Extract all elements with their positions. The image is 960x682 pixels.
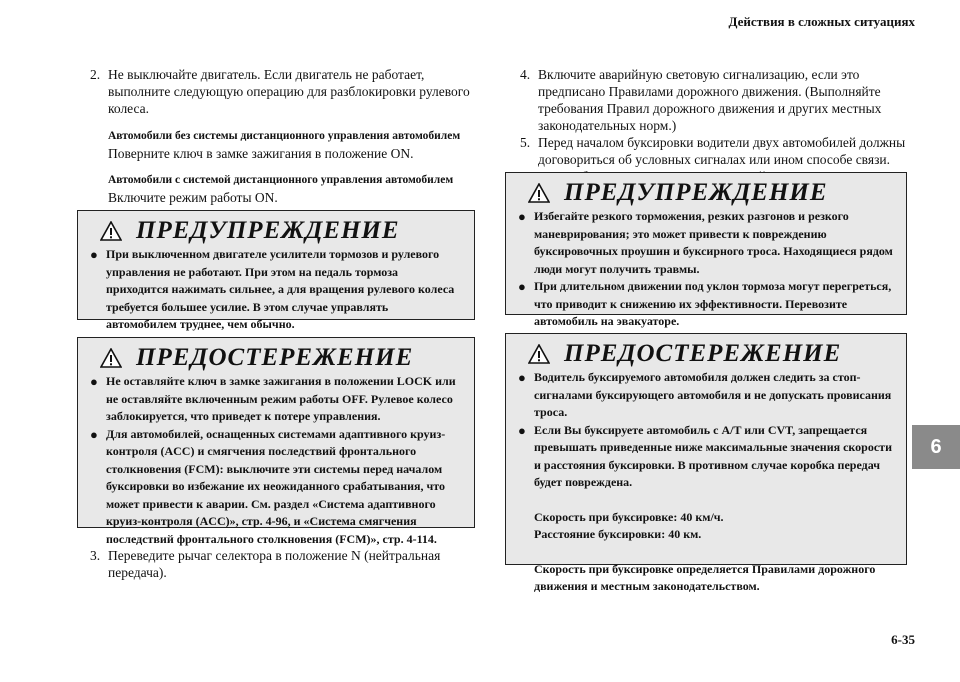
caution-title: ПРЕДОСТЕРЕЖЕНИЕ bbox=[564, 340, 842, 367]
step-text: Переведите рычаг селектора в положение N (нейтральная передача). bbox=[108, 548, 441, 580]
caution-title: ПРЕДОСТЕРЕЖЕНИЕ bbox=[136, 344, 414, 371]
warning-box bbox=[77, 210, 475, 331]
warning-title: ПРЕДУПРЕЖДЕНИЕ bbox=[136, 217, 400, 244]
warning-triangle-icon bbox=[528, 183, 550, 203]
towing-note: Скорость при буксировке определяется Правилами дорожного движения и местным законодательством. bbox=[534, 561, 876, 593]
bullet-text: Водитель буксируемого автомобиля должен следить за стоп-сигналами буксирующего автомобиля и не допускать провисания троса. bbox=[534, 370, 892, 419]
step-number: 3. bbox=[90, 548, 101, 563]
bullet-dot-icon: ● bbox=[90, 374, 98, 389]
step-text: Включите аварийную световую сигнализацию, если это предписано Правилами дорожного движения. (Выполняйте требования Правил дорожного движения и других местных законодательных норм.) bbox=[538, 67, 882, 133]
bullet-text: При длительном движении под уклон тормоза могут перегреться, что приводит к снижению их эффективности. Перевозите автомобиль на эвакуаторе. bbox=[534, 279, 892, 328]
caution-box-header bbox=[78, 338, 474, 373]
towing-distance: Расстояние буксировки: 40 км. bbox=[534, 527, 702, 541]
warning-bullet bbox=[90, 246, 462, 334]
caution-bullet bbox=[518, 369, 894, 422]
subsection-heading: Автомобили без системы дистанционного управления автомобилем bbox=[108, 130, 461, 142]
caution-box bbox=[505, 333, 907, 593]
warning-box bbox=[505, 172, 907, 328]
right-column bbox=[520, 66, 910, 185]
step-3 bbox=[90, 547, 475, 581]
bullet-text: Не оставляйте ключ в замке зажигания в положении LOCK или не оставляйте включенным режим работы OFF. Рулевое колесо заблокируется, что приведет к потере управления. bbox=[106, 374, 456, 423]
bullet-dot-icon: ● bbox=[518, 422, 526, 438]
left-column-bottom bbox=[90, 547, 475, 581]
bullet-text: Для автомобилей, оснащенных системами адаптивного круиз-контроля (ACC) и смягчения последствий фронтального столкновения (FCM): выключите эти системы перед началом буксировки во избежание их неожиданного срабатывания, что может привести к аварии. См. раздел «Система адаптивного круиз-контроля (ACC)», стр. 4-96, и «Система смягчения последствий фронтального столкновения (FCM)», стр. 4-114. bbox=[106, 426, 446, 546]
warning-triangle-icon bbox=[100, 348, 122, 368]
warning-bullet bbox=[518, 208, 894, 278]
warning-triangle-icon bbox=[528, 344, 550, 364]
step-text: Не выключайте двигатель. Если двигатель не работает, выполните следующую операцию для разблокировки рулевого колеса. bbox=[108, 67, 470, 116]
bullet-dot-icon: ● bbox=[518, 209, 526, 224]
caution-body bbox=[506, 369, 906, 602]
warning-title: ПРЕДУПРЕЖДЕНИЕ bbox=[564, 179, 828, 206]
step-4 bbox=[520, 66, 910, 134]
bullet-dot-icon: ● bbox=[518, 279, 526, 294]
page-header-title: Действия в сложных ситуациях bbox=[728, 14, 915, 29]
subsection-heading: Автомобили с системой дистанционного управления автомобилем bbox=[108, 174, 454, 186]
chapter-tab[interactable]: 6 bbox=[912, 425, 960, 469]
step-number: 5. bbox=[520, 135, 531, 150]
caution-bullet bbox=[90, 373, 462, 426]
warning-box-header bbox=[78, 211, 474, 246]
subsection-text: Включите режим работы ON. bbox=[108, 190, 278, 205]
left-column bbox=[90, 66, 475, 206]
warning-box-header bbox=[506, 173, 906, 208]
warning-bullet bbox=[518, 278, 894, 331]
caution-box bbox=[77, 337, 475, 546]
bullet-text: Если Вы буксируете автомобиль с A/T или CVT, запрещается превышать приведенные ниже максимальные значения скорости и расстояния буксировки. В противном случае коробка передач будет повреждена. bbox=[534, 422, 892, 489]
caution-bullet bbox=[90, 426, 462, 549]
caution-bullet bbox=[518, 422, 894, 492]
bullet-dot-icon: ● bbox=[90, 247, 98, 262]
caution-body bbox=[78, 373, 474, 554]
step-number: 2. bbox=[90, 67, 101, 82]
page-number: 6-35 bbox=[891, 632, 915, 647]
bullet-dot-icon: ● bbox=[518, 370, 526, 385]
warning-body bbox=[78, 246, 474, 340]
bullet-text: Избегайте резкого торможения, резких разгонов и резкого маневрирования; это может привести к повреждению буксировочных проушин и буксирного троса. Находящиеся рядом люди могут получить травмы. bbox=[534, 209, 893, 276]
step-2 bbox=[90, 66, 475, 117]
step-number: 4. bbox=[520, 67, 531, 82]
caution-box-header bbox=[506, 334, 906, 369]
step-text: Перед началом буксировки водители двух автомобилей должны договориться об условных сигналах или ином способе связи. bbox=[538, 135, 906, 167]
towing-speed: Скорость при буксировке: 40 км/ч. bbox=[534, 509, 724, 524]
bullet-dot-icon: ● bbox=[90, 426, 98, 442]
warning-triangle-icon bbox=[100, 221, 122, 241]
bullet-text: При выключенном двигателе усилители тормозов и рулевого управления не работают. При этом на педаль тормоза приходится нажимать сильнее, а для вращения рулевого колеса требуется большее усилие. В этом случае управлять автомобилем труднее, чем обычно. bbox=[106, 247, 455, 331]
warning-body bbox=[506, 208, 906, 337]
subsection-text: Поверните ключ в замке зажигания в положение ON. bbox=[108, 146, 414, 161]
